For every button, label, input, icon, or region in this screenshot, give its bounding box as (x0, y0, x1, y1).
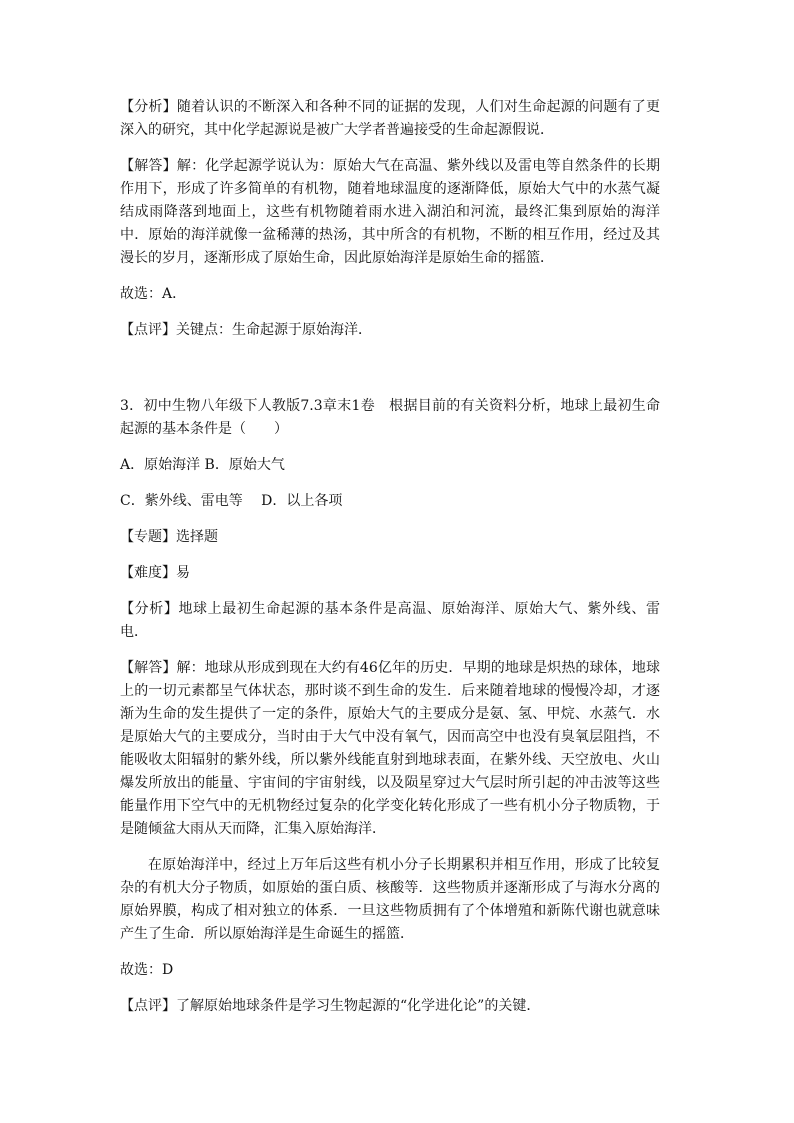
question-gap (120, 355, 660, 395)
q3-topic: 【专题】选择题 (120, 529, 218, 545)
q2-choice: 故选：A． (120, 286, 187, 302)
q3-comment: 【点评】了解原始地球条件是学习生物起源的“化学进化论”的关键． (120, 998, 541, 1014)
q3-choice: 故选：D (120, 962, 174, 978)
document-content (120, 96, 660, 1031)
q3-options-ab: A．原始海洋 B．原始大气 (120, 457, 285, 473)
q3-analysis: 【分析】地球上最初生命起源的基本条件是高温、原始海洋、原始大气、紫外线、雷电． (120, 601, 660, 640)
q2-answer: 【解答】解：化学起源学说认为：原始大气在高温、紫外线以及雷电等自然条件的长期作用下，形成了许多简单的有机物，随着地球温度的逐渐降低，原始大气中的水蒸气凝结成雨降落到地面上，这些有机物随着雨水进入湖泊和河流，最终汇集到原始的海洋中．原始的海洋就像一盆稀薄的热汤，其中所含的有机物，不断的相互作用，经过及其漫长的岁月，逐渐形成了原始生命，因此原始海洋是原始生命的摇篮． (120, 158, 660, 266)
q3-answer-paragraph-2: 在原始海洋中，经过上万年后这些有机小分子长期累积并相互作用，形成了比较复杂的有机大分子物质，如原始的蛋白质、核酸等．这些物质并逐渐形成了与海水分离的原始界膜，构成了相对独立的体系．一旦这些物质拥有了个体增殖和新陈代谢也就意味产生了生命．所以原始海洋是生命诞生的摇篮． (120, 857, 660, 942)
q2-analysis: 【分析】随着认识的不断深入和各种不同的证据的发现，人们对生命起源的问题有了更深入的研究，其中化学起源说是被广大学者普遍接受的生命起源假说． (120, 99, 660, 138)
q3-stem: 3．初中生物八年级下人教版7.3章末1卷 根据目前的有关资料分析，地球上最初生命起源的基本条件是（ ） (120, 398, 660, 437)
q3-difficulty: 【难度】易 (120, 565, 190, 581)
q2-comment: 【点评】关键点：生命起源于原始海洋． (120, 322, 372, 338)
q3-answer-paragraph-1: 【解答】解：地球从形成到现在大约有46亿年的历史．早期的地球是炽热的球体，地球上的一切元素都呈气体状态，那时谈不到生命的发生．后来随着地球的慢慢冷却，才逐渐为生命的发生提供了一定的条件，原始大气的主要成分是氨、氢、甲烷、水蒸气．水是原始大气的主要成分，当时由于大气中没有氧气，因而高空中也没有臭氧层阻挡，不能吸收太阳辐射的紫外线，所以紫外线能直射到地球表面，在紫外线、天空放电、火山爆发所放出的能量、宇宙间的宇宙射线，以及陨星穿过大气层时所引起的冲击波等这些能量作用下空气中的无机物经过复杂的化学变化转化形成了一些有机小分子物质物，于是随倾盆大雨从天而降，汇集入原始海洋． (120, 660, 660, 837)
q3-options-cd: C．紫外线、雷电等 D．以上各项 (120, 493, 343, 509)
